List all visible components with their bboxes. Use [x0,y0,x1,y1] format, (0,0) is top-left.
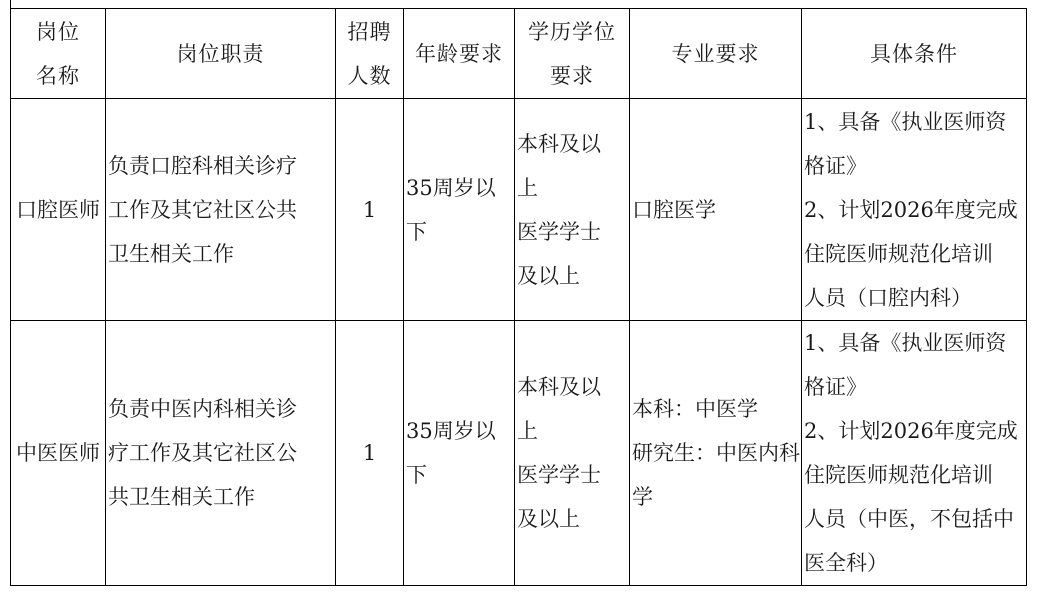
header-major: 专业要求 [630,9,802,99]
position-duty: 负责中医内科相关诊 疗工作及其它社区公 共卫生相关工作 [106,321,336,586]
education-requirement: 本科及以 上 医学学士 及以上 [515,99,630,321]
specific-conditions: 1、具备《执业医师资 格证》 2、计划2026年度完成 住院医师规范化培训 人员（中医，不包括中 医全科） [802,321,1027,586]
position-name: 中医医师 [11,321,106,586]
position-name: 口腔医师 [11,99,106,321]
major-requirement: 本科：中医学 研究生：中医内科 学 [630,321,802,586]
header-count: 招聘 人数 [336,9,404,99]
age-requirement: 35周岁以 下 [404,321,515,586]
hiring-count: 1 [336,321,404,586]
header-conditions: 具体条件 [802,9,1027,99]
major-requirement: 口腔医学 [630,99,802,321]
education-requirement: 本科及以 上 医学学士 及以上 [515,321,630,586]
header-duty: 岗位职责 [106,9,336,99]
position-duty: 负责口腔科相关诊疗 工作及其它社区公共 卫生相关工作 [106,99,336,321]
header-age: 年龄要求 [404,9,515,99]
specific-conditions: 1、具备《执业医师资 格证》 2、计划2026年度完成 住院医师规范化培训 人员（口腔内科） [802,99,1027,321]
table-row [11,321,1027,586]
header-row [11,9,1027,99]
hiring-count: 1 [336,99,404,321]
header-education: 学历学位 要求 [515,9,630,99]
recruitment-table [10,8,1027,586]
age-requirement: 35周岁以 下 [404,99,515,321]
header-position-name: 岗位 名称 [11,9,106,99]
table-row [11,99,1027,321]
